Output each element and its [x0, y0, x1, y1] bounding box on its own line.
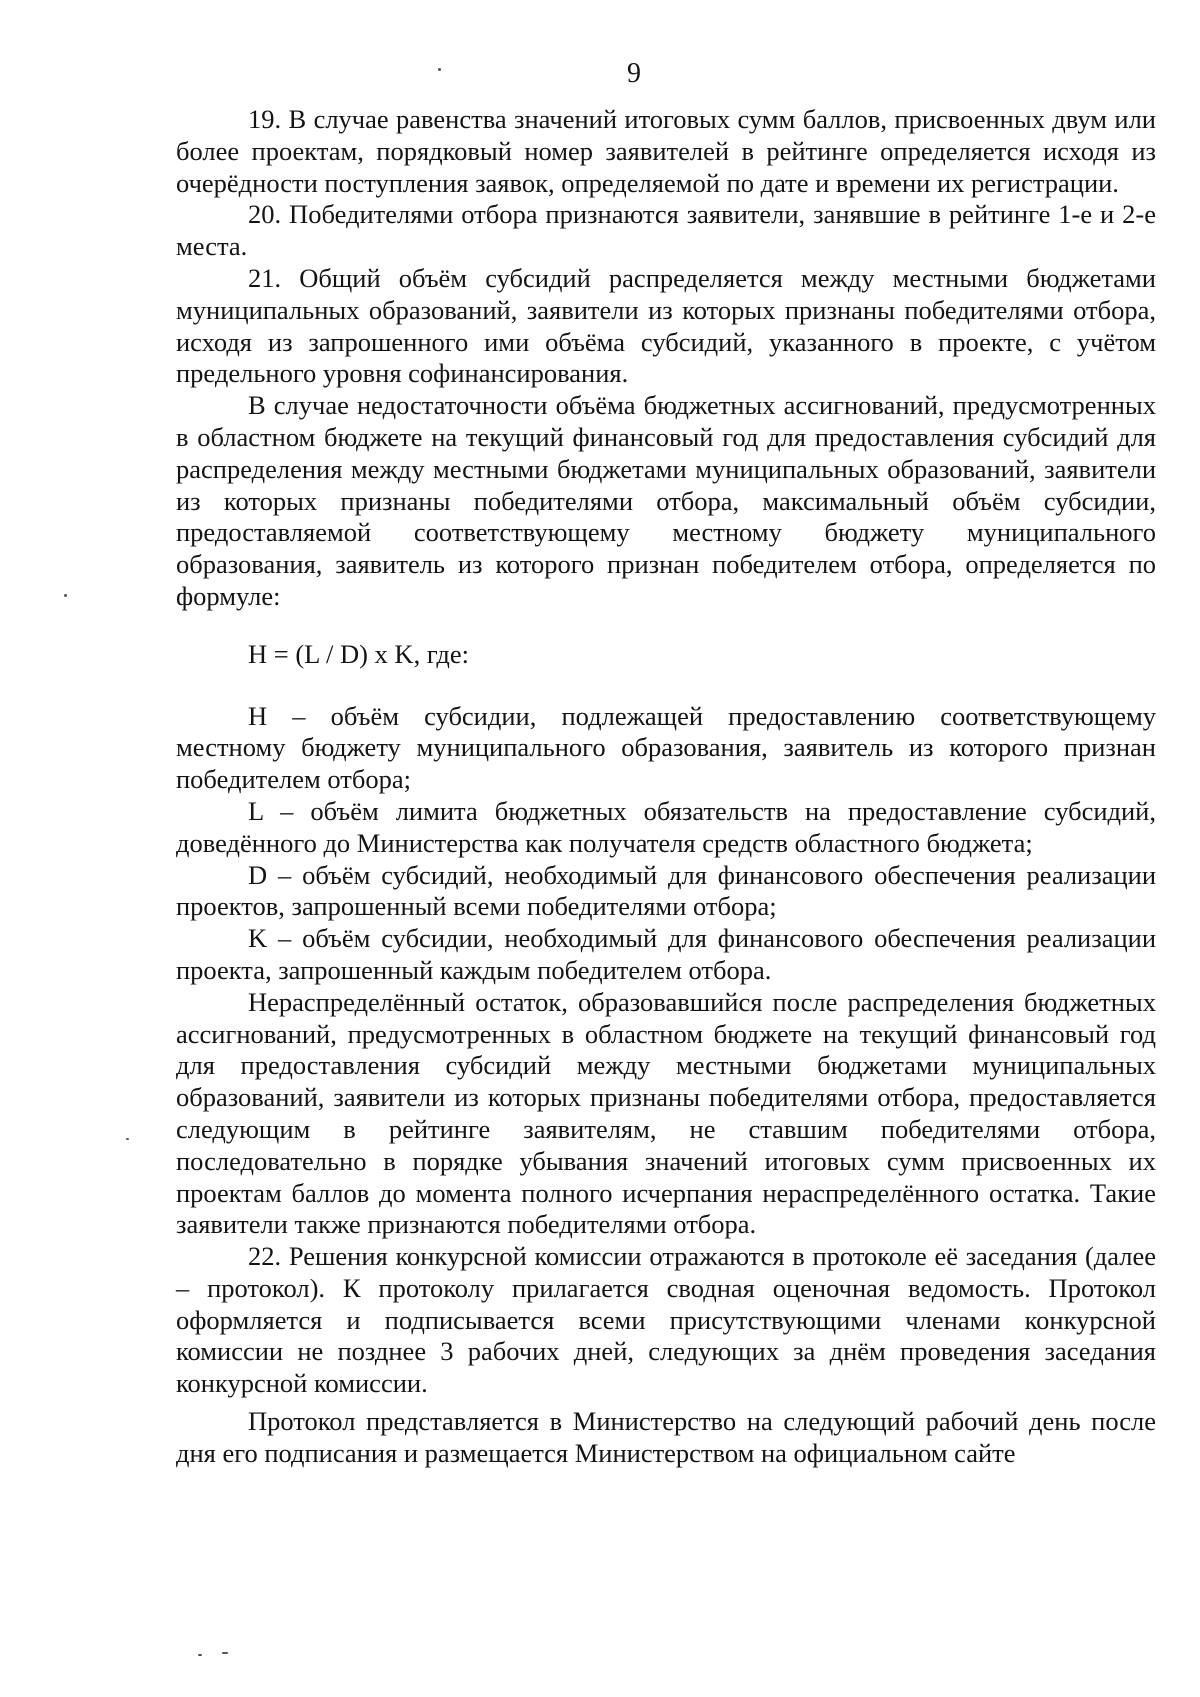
scan-speck [222, 1652, 228, 1654]
paragraph-20: 20. Победителями отбора признаются заявители, занявшие в рейтинге 1-е и 2-е места. [176, 199, 1156, 262]
paragraph-22: 22. Решения конкурсной комиссии отражаются в протоколе её заседания (далее – протокол). К протоколу прилагается сводная оценочная ведомость. Протокол оформляется и подписывается всеми присутствующими членами конкурсной комиссии не позднее 3 рабочих дней, следующих за днём проведения заседания конкурсной комиссии. [176, 1241, 1156, 1399]
scan-speck [438, 68, 441, 71]
paragraph-21-remainder: Нераспределённый остаток, образовавшийся после распределения бюджетных ассигнований, предусмотренных в областном бюджете на текущий финансовый год для предоставления субсидий между местными бюджетами муниципальных образований, заявители из которых признаны победителями отбора, предоставляется следующим в рейтинге заявителям, не ставшим победителями отбора, последовательно в порядке убывания значений итоговых сумм присвоенных их проектам баллов до момента полного исчерпания нераспределённого остатка. Такие заявители также признаются победителями отбора. [176, 986, 1156, 1240]
paragraph-22-protocol: Протокол представляется в Министерство на следующий рабочий день после дня его подписания и размещается Министерством на официальном сайте [176, 1406, 1156, 1468]
scan-speck [198, 1654, 202, 1656]
definition-d: D – объём субсидий, необходимый для финансового обеспечения реализации проектов, запрошенный всеми победителями отбора; [176, 859, 1156, 922]
definition-k: K – объём субсидии, необходимый для финансового обеспечения реализации проекта, запрошенный каждым победителем отбора. [176, 923, 1156, 985]
definition-l: L – объём лимита бюджетных обязательств на предоставление субсидий, доведённого до Министерства как получателя средств областного бюджета; [176, 795, 1156, 858]
scan-speck [126, 1138, 129, 1140]
page-number: 9 [627, 58, 641, 89]
subsidy-formula: H = (L / D) x K, где: [248, 638, 469, 669]
paragraph-21-insufficient-budget: В случае недостаточности объёма бюджетных ассигнований, предусмотренных в областном бюджете на текущий финансовый год для предоставления субсидий для распределения между местными бюджетами муниципальных образований, заявители из которых признаны победителями отбора, максимальный объём субсидии, предоставляемой соответствующему местному бюджету муниципального образования, заявитель из которого признан победителем отбора, определяется по формуле: [176, 390, 1156, 611]
paragraph-19: 19. В случае равенства значений итоговых сумм баллов, присвоенных двум или более проектам, порядковый номер заявителей в рейтинге определяется исходя из очерёдности поступления заявок, определяемой по дате и времени их регистрации. [176, 104, 1156, 198]
document-body [176, 104, 1156, 1470]
paragraph-21: 21. Общий объём субсидий распределяется между местными бюджетами муниципальных образований, заявители из которых признаны победителями отбора, исходя из запрошенного ими объёма субсидий, указанного в проекте, с учётом предельного уровня софинансирования. [176, 262, 1156, 389]
scan-speck [64, 594, 67, 597]
definition-h: H – объём субсидии, подлежащей предоставлению соответствующему местному бюджету муниципального образования, заявитель из которого признан победителем отбора; [176, 700, 1156, 795]
